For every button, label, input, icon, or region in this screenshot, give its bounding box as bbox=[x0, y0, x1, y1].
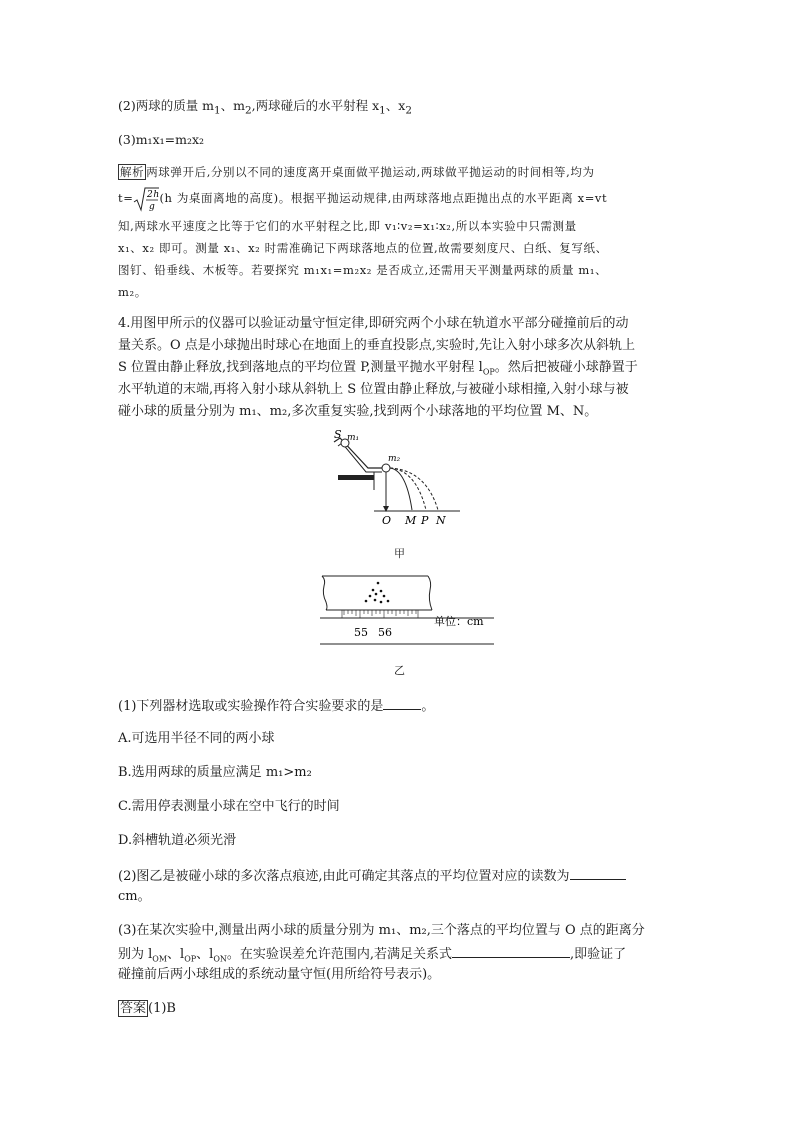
text: t= bbox=[118, 191, 134, 205]
sub1-stem bbox=[118, 697, 434, 715]
text: cm。 bbox=[118, 889, 151, 904]
text: 、m bbox=[220, 98, 246, 113]
text: 两球弹开后,分别以不同的速度离开桌面做平抛运动,两球做平抛运动的时间相等,均为 bbox=[146, 165, 595, 179]
text: C.需用停表测量小球在空中飞行的时间 bbox=[118, 799, 340, 814]
sub3-line-1 bbox=[118, 923, 645, 939]
answer-line bbox=[118, 1001, 176, 1017]
text: B.选用两球的质量应满足 m₁>m₂ bbox=[118, 765, 312, 780]
answer-blank[interactable] bbox=[383, 697, 421, 710]
label-n: N bbox=[436, 514, 446, 527]
label-m: M bbox=[405, 514, 417, 527]
text: (3)m₁x₁=m₂x₂ bbox=[118, 132, 205, 147]
text: ,即验证了 bbox=[570, 947, 627, 962]
text: 4.用图甲所示的仪器可以验证动量守恒定律,即研究两个小球在轨道水平部分碰撞前后的动 bbox=[118, 316, 629, 331]
sub3-line-2 bbox=[118, 945, 626, 968]
unit-label: 单位：cm bbox=[434, 615, 484, 628]
text: (2)两球的质量 m bbox=[118, 98, 215, 113]
text: (1)下列器材选取或实验操作符合实验要求的是 bbox=[118, 699, 384, 714]
text: ,两球碰后的水平射程 x bbox=[251, 98, 380, 113]
analysis-tag: 解析 bbox=[120, 165, 145, 179]
label-p: P bbox=[421, 514, 429, 527]
text: 图钉、铅垂线、木板等。若要探究 m₁x₁=m₂x₂ 是否成立,还需用天平测量两球的质量 m₁、 bbox=[118, 263, 608, 277]
text: (2)图乙是被碰小球的多次落点痕迹,由此可确定其落点的平均位置对应的读数为 bbox=[118, 869, 570, 884]
sqrt-sign bbox=[133, 186, 159, 212]
subscript: OP bbox=[184, 954, 197, 964]
text: S 位置由静止释放,找到落地点的平均位置 P,测量平抛水平射程 l bbox=[118, 360, 483, 375]
answer-blank[interactable] bbox=[570, 867, 626, 880]
text: 量关系。O 点是小球抛出时球心在地面上的垂直投影点,实验时,先让入射小球多次从斜轨上 bbox=[118, 338, 636, 353]
ruler-ticks bbox=[344, 610, 416, 618]
sub2-line-1 bbox=[118, 867, 626, 885]
text: m₂。 bbox=[118, 285, 147, 299]
text: 别为 l bbox=[118, 947, 153, 962]
text: 。在实验误差允许范围内,若满足关系式 bbox=[226, 947, 453, 962]
text: (3)在某次实验中,测量出两小球的质量分别为 m₁、m₂,三个落点的平均位置与 O 点的距离分 bbox=[118, 923, 645, 938]
answer-line-3 bbox=[118, 132, 204, 148]
answer-blank[interactable] bbox=[452, 945, 570, 958]
text: A.可选用半径不同的两小球 bbox=[118, 731, 275, 746]
sub2-line-2 bbox=[118, 889, 151, 905]
analysis-line-3 bbox=[118, 218, 577, 234]
q4-line-5 bbox=[118, 404, 597, 420]
text: 、x bbox=[385, 98, 406, 113]
trajectory-p bbox=[390, 468, 426, 510]
text: (1)B bbox=[148, 1001, 176, 1016]
analysis-line-1 bbox=[118, 164, 595, 180]
strip-left-edge bbox=[322, 576, 327, 610]
trajectory-n bbox=[390, 468, 438, 510]
tick-label-56: 56 bbox=[378, 626, 392, 639]
text: 。 bbox=[421, 699, 435, 714]
text: 。然后把被碰小球静置于 bbox=[494, 360, 638, 375]
label-m2: m₂ bbox=[388, 454, 401, 464]
text: 、l bbox=[196, 947, 214, 962]
trajectory-m bbox=[390, 468, 412, 510]
label-o: O bbox=[382, 514, 392, 527]
analysis-line-2 bbox=[118, 186, 607, 210]
analysis-line-4 bbox=[118, 240, 608, 256]
table-block bbox=[338, 475, 374, 480]
tick-label-55: 55 bbox=[354, 626, 368, 639]
text: 、l bbox=[167, 947, 185, 962]
figure-yi-caption: 乙 bbox=[394, 664, 405, 677]
option-b bbox=[118, 765, 312, 781]
text: 知,两球水平速度之比等于它们的水平射程之比,即 v₁∶v₂=x₁∶x₂,所以本实验中只需测量 bbox=[118, 219, 577, 233]
q4-line-2 bbox=[118, 338, 635, 354]
option-a bbox=[118, 731, 275, 747]
figure-jia-caption: 甲 bbox=[394, 547, 405, 560]
sqrt-numerator: 2h bbox=[147, 190, 160, 200]
q4-line-1 bbox=[118, 316, 629, 332]
text: x₁、x₂ 即可。测量 x₁、x₂ 时需准确记下两球落地点的位置,故需要刻度尺、白纸、复写纸、 bbox=[118, 241, 608, 255]
impact-dots bbox=[365, 582, 390, 604]
subscript: ON bbox=[213, 954, 227, 964]
sub3-line-3 bbox=[118, 967, 440, 983]
q4-line-4 bbox=[118, 382, 629, 398]
text: (h 为桌面离地的高度)。根据平抛运动规律,由两球落地点距抛出点的水平距离 x=vt bbox=[159, 191, 608, 205]
analysis-line-6 bbox=[118, 284, 147, 300]
sqrt-denominator: g bbox=[149, 202, 156, 212]
subscript: OP bbox=[482, 367, 495, 377]
figure-jia bbox=[320, 428, 480, 528]
text: D.斜槽轨道必须光滑 bbox=[118, 833, 237, 848]
analysis-line-5 bbox=[118, 262, 607, 278]
option-c bbox=[118, 799, 340, 815]
subscript: OM bbox=[152, 954, 168, 964]
option-d bbox=[118, 833, 236, 849]
figure-yi bbox=[318, 572, 498, 648]
label-m1: m₁ bbox=[347, 433, 360, 443]
strip-right-edge bbox=[428, 576, 432, 610]
q4-line-3 bbox=[118, 360, 638, 381]
text: 碰撞前后两小球组成的系统动量守恒(用所给符号表示)。 bbox=[118, 967, 441, 982]
text: 碰小球的质量分别为 m₁、m₂,多次重复实验,找到两个小球落地的平均位置 M、N。 bbox=[118, 404, 598, 419]
ball-m2 bbox=[382, 464, 390, 472]
text: 水平轨道的末端,再将入射小球从斜轨上 S 位置由静止释放,与被碰小球相撞,入射小球与被 bbox=[118, 382, 629, 397]
sqrt-formula bbox=[133, 186, 159, 212]
answer-line-2: (2)两球的质量 $m_1$、$m_2$,两球碰后的水平射程 $x_1$、$x_2$ bbox=[118, 98, 412, 117]
label-s: S bbox=[334, 428, 342, 441]
answer-tag: 答案 bbox=[120, 1001, 147, 1016]
